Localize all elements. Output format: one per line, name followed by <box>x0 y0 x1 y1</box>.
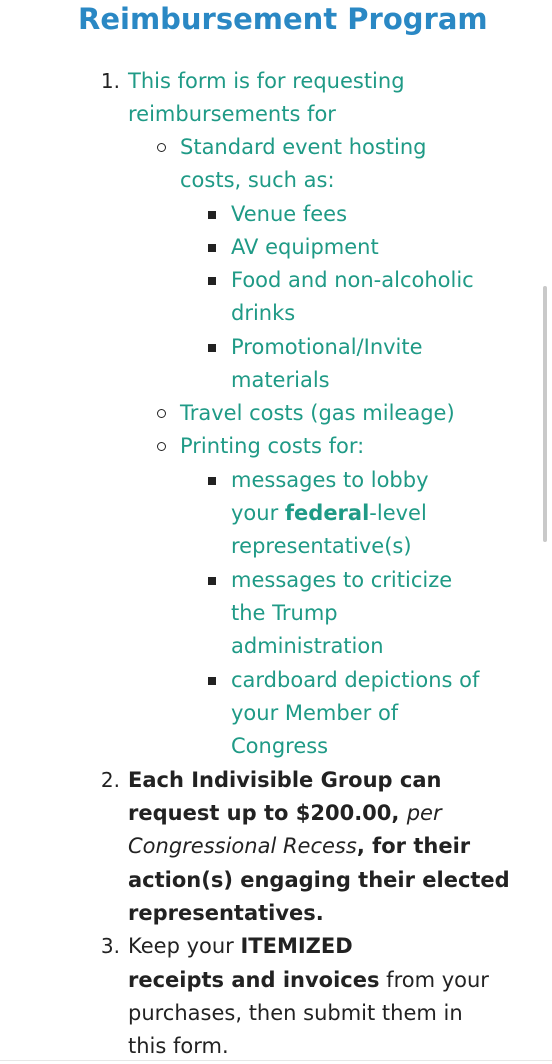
criticize-line1: messages to criticize <box>231 568 453 592</box>
item2-line2-italic: per <box>406 801 442 825</box>
item2-line5 <box>128 897 324 930</box>
lobby-line3: representative(s) <box>231 534 412 558</box>
item2-line3-text: , for their <box>356 834 471 858</box>
circle-bullet <box>157 442 166 451</box>
item1-text-line2: reimbursements for <box>128 102 336 126</box>
cardboard-line2: your Member of <box>231 701 399 725</box>
list-number-2: 2. <box>100 768 120 792</box>
scrollbar[interactable] <box>543 286 547 542</box>
venue-fees: Venue fees <box>231 202 348 226</box>
square-bullet <box>208 211 216 219</box>
page-title: Reimbursement Program <box>78 2 488 36</box>
item2-line2 <box>128 797 442 830</box>
lobby-pre: your <box>231 501 285 525</box>
item3-line2 <box>128 964 489 997</box>
lobby-bold: federal <box>284 501 370 525</box>
item2-line1 <box>128 764 441 797</box>
sub-standard-line2: costs, such as: <box>180 168 335 192</box>
item3-line1-bold: ITEMIZED <box>240 934 353 958</box>
promo-line2: materials <box>231 368 330 392</box>
item2-line3-italic: Congressional Recess <box>128 834 357 858</box>
promo-line1: Promotional/Invite <box>231 335 423 359</box>
sub-standard-line1: Standard event hosting <box>180 135 427 159</box>
item2-line5-text: representatives. <box>128 901 324 925</box>
item3-line4: this form. <box>128 1034 229 1058</box>
square-bullet <box>208 244 216 252</box>
item3-line1 <box>128 930 353 963</box>
list-number-1: 1. <box>100 69 120 93</box>
sub-printing: Printing costs for: <box>180 434 365 458</box>
cardboard-line1: cardboard depictions of <box>231 668 480 692</box>
av-equipment: AV equipment <box>231 235 379 259</box>
bottom-divider <box>0 1060 552 1061</box>
item3-line2-bold: receipts and invoices <box>128 968 380 992</box>
item3-line1-pre: Keep your <box>128 934 241 958</box>
lobby-post: -level <box>369 501 427 525</box>
square-bullet <box>208 344 216 352</box>
item1-text-line1: This form is for requesting <box>128 69 405 93</box>
criticize-line3: administration <box>231 634 384 658</box>
sub-travel: Travel costs (gas mileage) <box>180 401 455 425</box>
food-line1: Food and non-alcoholic <box>231 268 474 292</box>
item2-line4-text: action(s) engaging their elected <box>128 868 510 892</box>
list-number-3: 3. <box>100 934 120 958</box>
item3-line3: purchases, then submit them in <box>128 1001 463 1025</box>
square-bullet <box>208 277 216 285</box>
cardboard-line3: Congress <box>231 734 329 758</box>
square-bullet <box>208 477 216 485</box>
item2-line4 <box>128 864 510 897</box>
criticize-line2: the Trump <box>231 601 338 625</box>
item2-line2-text: request up to $200.00, <box>128 801 407 825</box>
square-bullet <box>208 577 216 585</box>
item2-line3 <box>128 830 470 863</box>
circle-bullet <box>157 409 166 418</box>
lobby-line1: messages to lobby <box>231 468 429 492</box>
item3-line2-post: from your <box>379 968 489 992</box>
item2-line1-text: Each Indivisible Group can <box>128 768 442 792</box>
food-line2: drinks <box>231 301 296 325</box>
lobby-line2 <box>231 497 427 530</box>
square-bullet <box>208 677 216 685</box>
circle-bullet <box>157 143 166 152</box>
